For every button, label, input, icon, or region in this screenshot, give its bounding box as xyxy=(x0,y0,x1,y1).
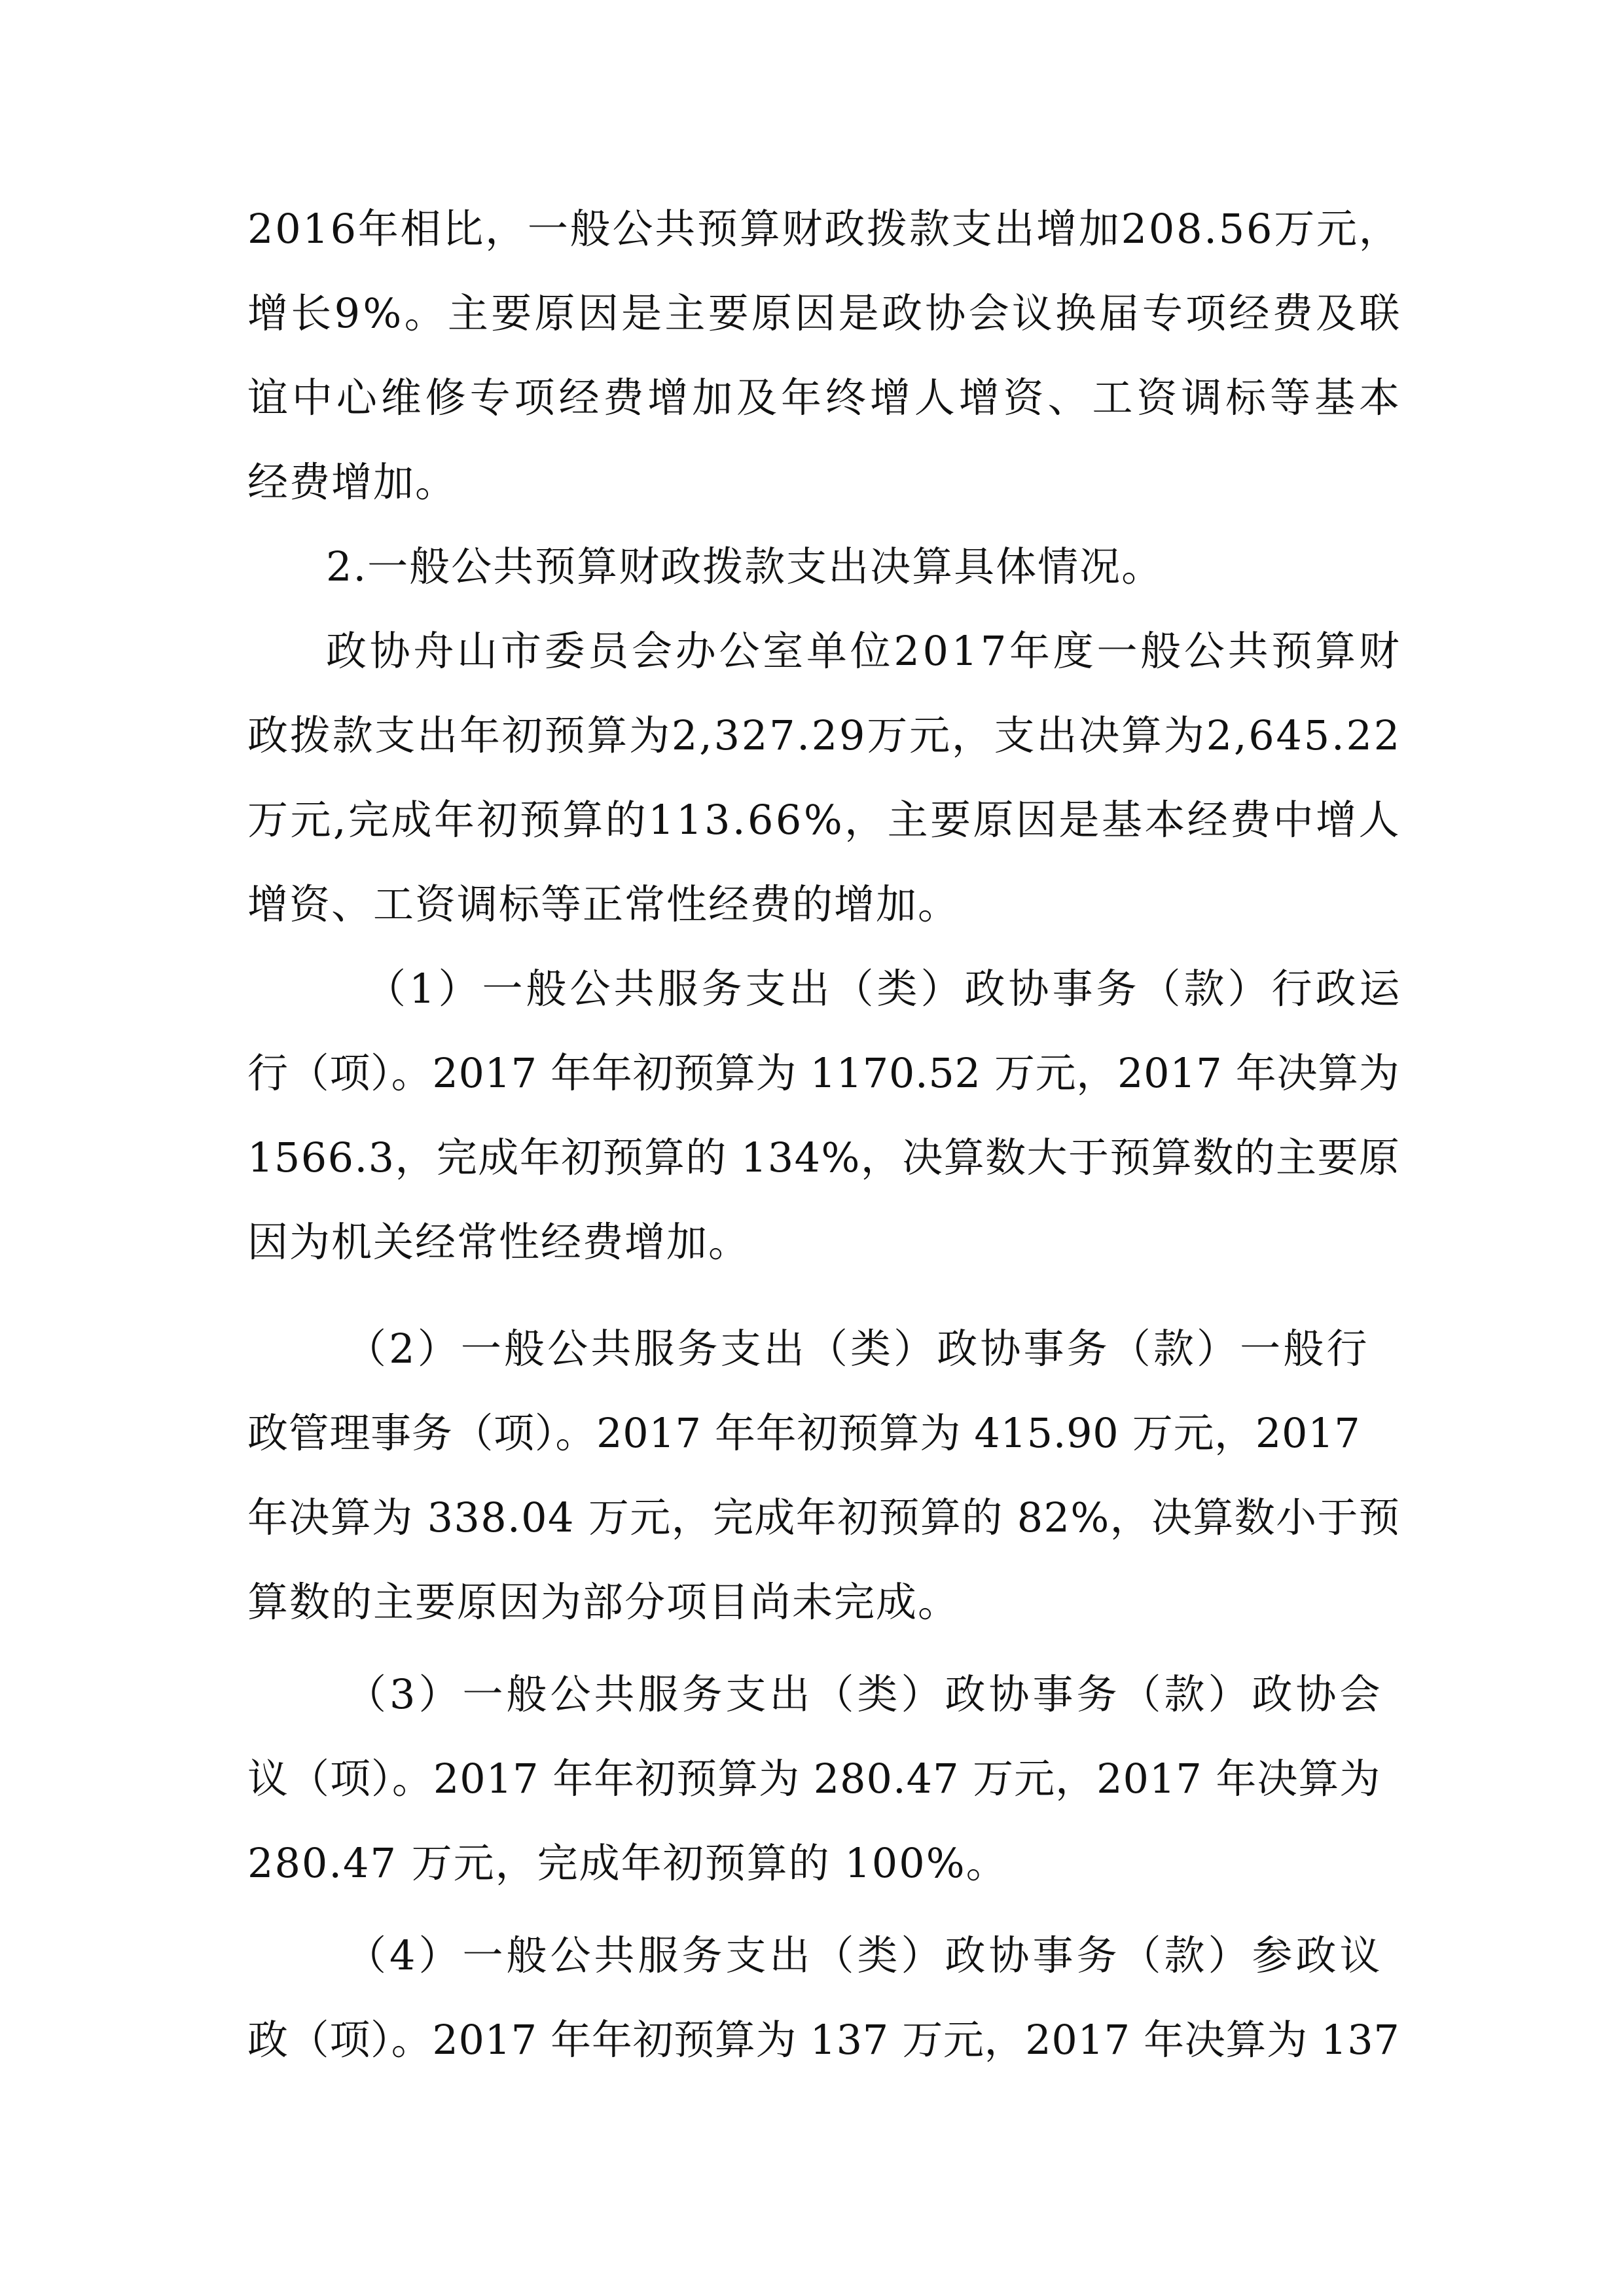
text-line: 经费增加。 xyxy=(247,458,458,506)
text-line: 280.47 万元，完成年初预算的 100%。 xyxy=(247,1839,1008,1887)
text-line: 增长9%。主要原因是主要原因是政协会议换届专项经费及联 xyxy=(247,289,1403,337)
text-line: 2016年相比，一般公共预算财政拨款支出增加208.56万元， xyxy=(247,205,1401,253)
text-line: 政协舟山市委员会办公室单位2017年度一般公共预算财 xyxy=(326,627,1403,675)
section-heading: 2.一般公共预算财政拨款支出决算具体情况。 xyxy=(326,543,1164,590)
text-line: 因为机关经常性经费增加。 xyxy=(247,1218,751,1266)
text-line: 议（项）。2017 年年初预算为 280.47 万元，2017 年决算为 xyxy=(247,1755,1381,1803)
text-line: 行（项）。2017 年年初预算为 1170.52 万元，2017 年决算为 xyxy=(247,1049,1400,1097)
text-line: 1566.3，完成年初预算的 134%，决算数大于预算数的主要原 xyxy=(247,1134,1401,1181)
item-2-line: （2）一般公共服务支出（类）政协事务（款）一般行 xyxy=(346,1325,1370,1372)
text-line: 政管理事务（项）。2017 年年初预算为 415.90 万元，2017 xyxy=(247,1409,1361,1457)
text-line: 政（项）。2017 年年初预算为 137 万元，2017 年决算为 137 xyxy=(247,2016,1400,2064)
text-line: 政拨款支出年初预算为2,327.29万元，支出决算为2,645.22 xyxy=(247,711,1401,759)
item-3-line: （3）一般公共服务支出（类）政协事务（款）政协会 xyxy=(346,1670,1384,1718)
text-line: 增资、工资调标等正常性经费的增加。 xyxy=(247,880,960,928)
text-line: 算数的主要原因为部分项目尚未完成。 xyxy=(247,1578,960,1626)
item-1-line: （1）一般公共服务支出（类）政协事务（款）行政运 xyxy=(365,965,1403,1013)
text-line: 年决算为 338.04 万元，完成年初预算的 82%，决算数小于预 xyxy=(247,1494,1401,1541)
text-line: 万元,完成年初预算的113.66%，主要原因是基本经费中增人 xyxy=(247,796,1402,844)
item-4-line: （4）一般公共服务支出（类）政协事务（款）参政议 xyxy=(346,1931,1384,1979)
text-line: 谊中心维修专项经费增加及年终增人增资、工资调标等基本 xyxy=(247,374,1403,422)
